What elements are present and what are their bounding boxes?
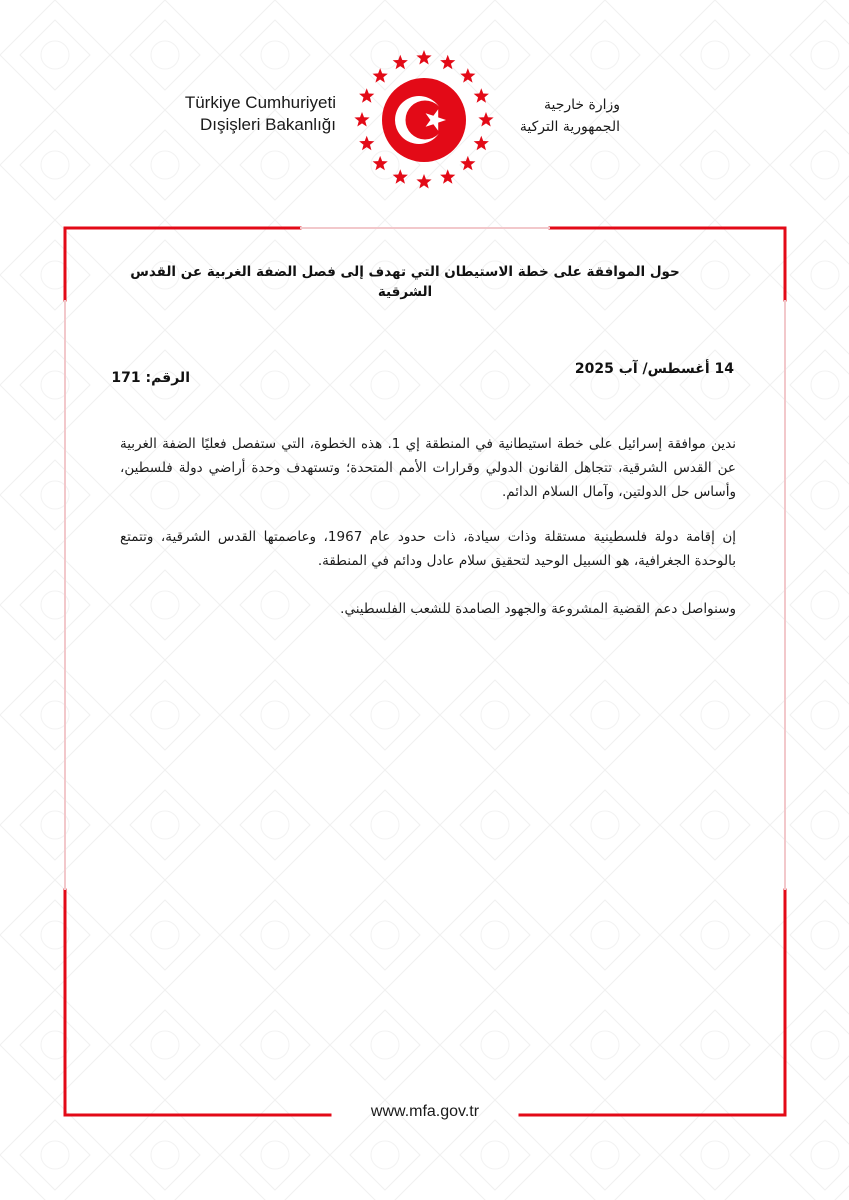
paragraph-2: إن إقامة دولة فلسطينية مستقلة وذات سيادة، ذات حدود عام 1967، وعاصمتها القدس الشرقية، وتتمتع بالوحدة الجغرافية، هو السبيل الوحيد لتحقيق سلام عادل ودائم في المنطقة. <box>120 529 736 569</box>
paragraph-3: وسنواصل دعم القضية المشروعة والجهود الصامدة للشعب الفلسطيني. <box>340 601 736 617</box>
document-number: الرقم: 171 <box>111 370 190 386</box>
document-date: 14 أغسطس/ آب 2025 <box>574 361 734 377</box>
document-title: حول الموافقة على خطة الاستيطان التي تهدف إلى فصل الضفة الغربية عن القدس الشرقية <box>130 264 680 300</box>
paragraph-1: ندين موافقة إسرائيل على خطة استيطانية في المنطقة إي 1. هذه الخطوة، التي ستفصل فعليًا الضفة الغربية عن القدس الشرقية، تتجاهل القانون الدولي وقرارات الأمم المتحدة؛ وتستهدف وحدة أراضي دولة فلسطين، وأساس حل الدولتين، وآمال السلام الدائم. <box>120 436 736 500</box>
org-name-ar-line1: وزارة خارجية <box>543 97 620 113</box>
org-name-ar-line2: الجمهورية التركية <box>519 119 620 135</box>
org-name-tr-line2: Dışişleri Bakanlığı <box>199 115 336 134</box>
website-link[interactable]: www.mfa.gov.tr <box>370 1103 480 1120</box>
org-name-tr-line1: Türkiye Cumhuriyeti <box>184 93 336 112</box>
